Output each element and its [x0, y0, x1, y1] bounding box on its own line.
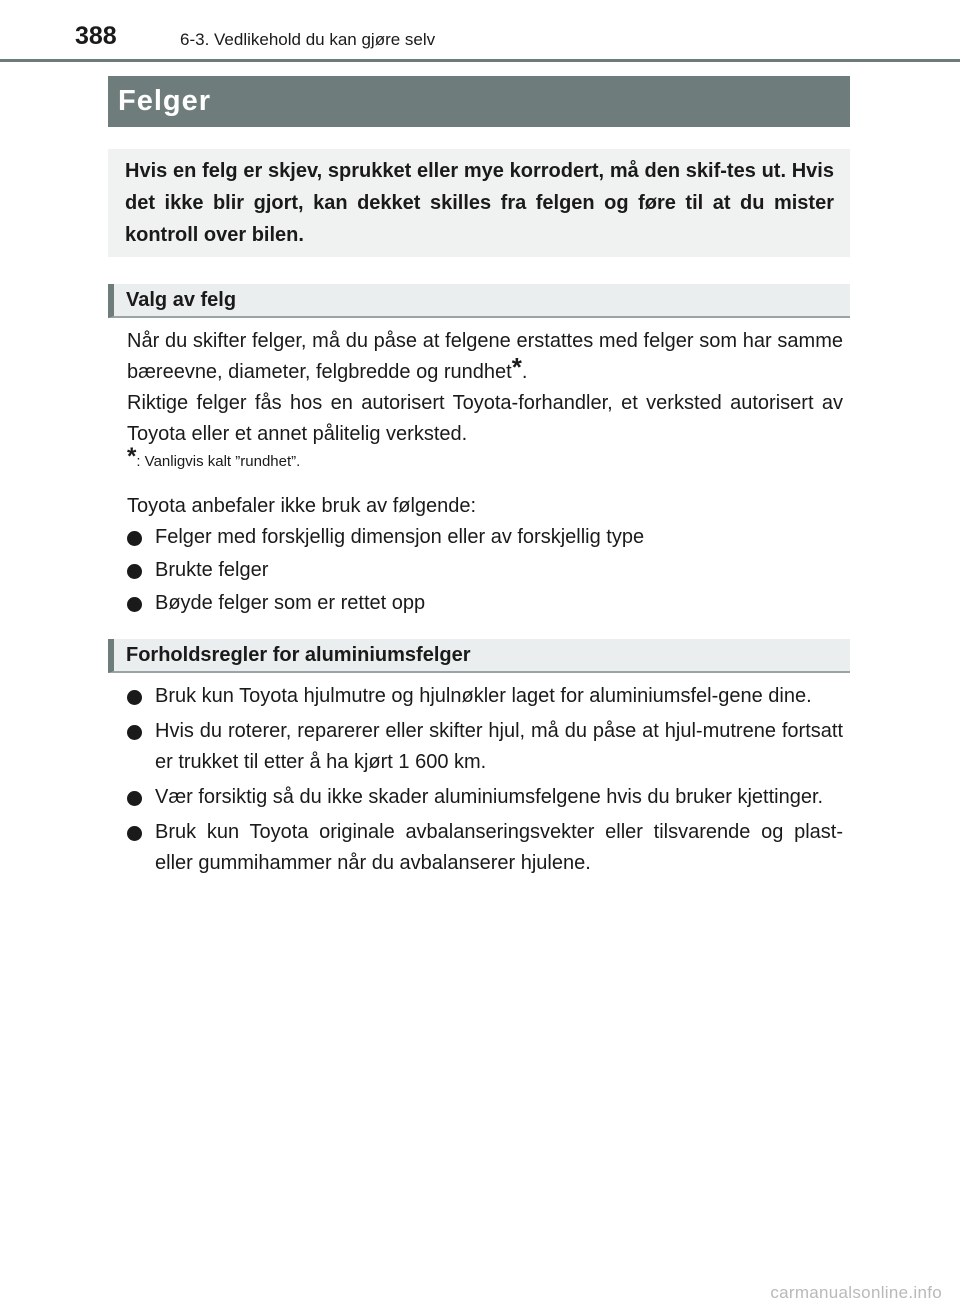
- list-item: [127, 588, 843, 619]
- asterisk-marker: *: [511, 352, 522, 382]
- list-item-text: Felger med forskjellig dimensjon eller av forskjellig type: [155, 526, 645, 548]
- watermark: carmanualsonline.info: [770, 1283, 942, 1302]
- footnote-asterisk: *: [127, 443, 137, 470]
- list-item: [127, 681, 843, 712]
- list-item-text: Bruk kun Toyota originale avbalanseringsvekter eller tilsvarende og plast- eller gummihammer når du avbalanserer hjulene.: [155, 821, 843, 874]
- bullet-icon: [127, 791, 142, 806]
- list-item-text: Brukte felger: [155, 559, 269, 581]
- bullet-list-not-recommended: [127, 522, 843, 619]
- bullet-icon: [127, 564, 142, 579]
- paragraph-period: .: [521, 361, 528, 383]
- list-item: [127, 817, 843, 879]
- list-item-text: Bøyde felger som er rettet opp: [155, 592, 426, 614]
- page-number: 388: [75, 22, 117, 50]
- intro-box: [108, 149, 850, 257]
- page-header: [0, 0, 960, 64]
- paragraph-dealer: Riktige felger fås hos en autorisert Toyota-forhandler, et verksted autorisert av Toyota eller et annet pålitelig verksted.: [127, 392, 843, 445]
- footnote: [127, 443, 301, 470]
- list-item-text: Bruk kun Toyota hjulmutre og hjulnøkler laget for aluminiumsfel-gene dine.: [155, 685, 812, 707]
- list-item-text: Vær forsiktig så du ikke skader aluminiumsfelgene hvis du bruker kjettinger.: [155, 786, 824, 808]
- paragraph-lead: Toyota anbefaler ikke bruk av følgende:: [127, 495, 477, 517]
- title-bar: [108, 76, 850, 127]
- paragraph-text: Når du skifter felger, må du påse at felgene erstattes med felger som har samme bæreevne, diameter, felgbredde og rundhet: [127, 330, 843, 383]
- bullet-icon: [127, 725, 142, 740]
- bullet-icon: [127, 531, 142, 546]
- bullet-icon: [127, 597, 142, 612]
- list-item: [127, 782, 843, 813]
- list-item-text: Hvis du roterer, reparerer eller skifter hjul, må du påse at hjul-mutrene fortsatt er trukket til etter å ha kjørt 1 600 km.: [155, 720, 843, 773]
- page-title: Felger: [118, 85, 212, 117]
- bullet-icon: [127, 826, 142, 841]
- list-item: [127, 522, 843, 553]
- paragraph-replacement: [127, 326, 843, 388]
- footnote-text: : Vanligvis kalt ”rundhet”.: [136, 453, 301, 470]
- list-item: [127, 716, 843, 778]
- subheading-label: Forholdsregler for aluminiumsfelger: [126, 644, 471, 666]
- bullet-icon: [127, 690, 142, 705]
- subheading-valg-av-felg: [108, 284, 850, 318]
- header-divider: [0, 59, 960, 62]
- subheading-label: Valg av felg: [126, 289, 237, 311]
- bullet-list-aluminium: [127, 681, 843, 879]
- section-path: 6-3. Vedlikehold du kan gjøre selv: [180, 30, 436, 49]
- subheading-aluminiumsfelger: [108, 639, 850, 673]
- list-item: [127, 555, 843, 586]
- intro-text: Hvis en felg er skjev, sprukket eller mye korrodert, må den skif-tes ut. Hvis det ikke blir gjort, kan dekket skilles fra felgen og føre til at du mister kontroll over bilen.: [125, 160, 834, 246]
